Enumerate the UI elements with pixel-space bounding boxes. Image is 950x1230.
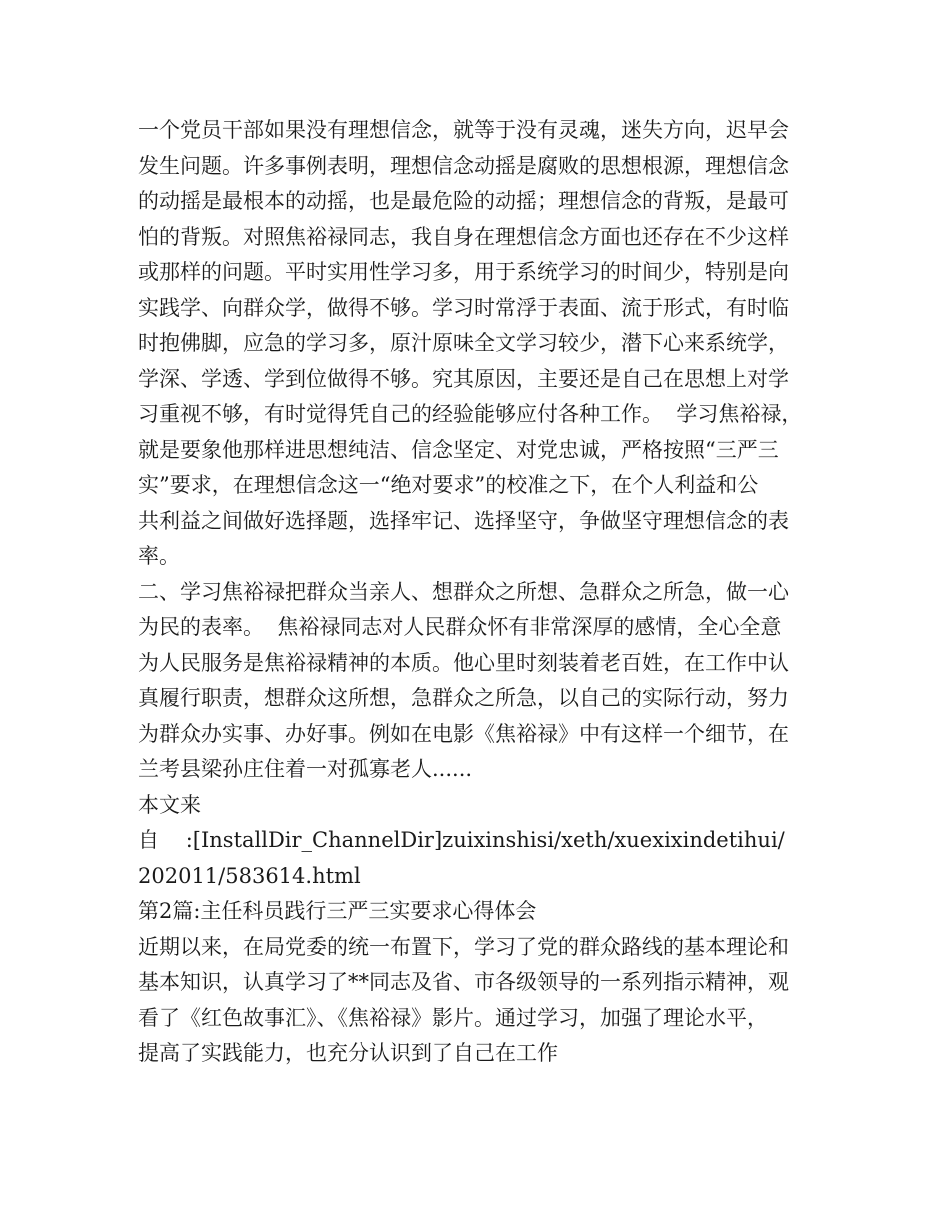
source-path-line: 自 :[InstallDir_ChannelDir]zuixinshisi/xeth/xuexixindetihui/ xyxy=(138,828,785,852)
text-line: 为民的表率。 焦裕禄同志对人民群众怀有非常深厚的感情，全心全意 xyxy=(138,615,782,639)
source-label-line: 本文来 xyxy=(138,792,201,817)
text-line: 的动摇是最根本的动摇，也是最危险的动摇；理想信念的背叛，是最可 xyxy=(138,189,789,213)
text-line: 发生问题。许多事例表明，理想信念动摇是腐败的思想根源，理想信念 xyxy=(138,153,789,178)
text-line: 率。 xyxy=(138,544,180,568)
text-line: 实”要求，在理想信念这一“绝对要求”的校准之下，在个人利益和公 xyxy=(138,473,759,497)
text-line: 为群众办实事、办好事。例如在电影《焦裕禄》中有这样一个细节，在 xyxy=(138,721,789,746)
text-line: 提高了实践能力，也充分认识到了自己在工作 xyxy=(138,1041,558,1065)
text-line: 时抱佛脚，应急的学习多，原汁原味全文学习较少，潜下心来系统学， xyxy=(138,331,789,355)
section-heading-line: 二、学习焦裕禄把群众当亲人、想群众之所想、急群众之所急，做一心 xyxy=(138,579,789,604)
text-line: 为人民服务是焦裕禄精神的本质。他心里时刻装着老百姓，在工作中认 xyxy=(138,650,789,675)
text-line: 实践学、向群众学，做得不够。学习时常浮于表面、流于形式，有时临 xyxy=(138,295,789,320)
text-line: 兰考县梁孙庄住着一对孤寡老人...... xyxy=(138,757,473,781)
text-line: 共利益之间做好选择题，选择牢记、选择坚守，争做坚守理想信念的表 xyxy=(138,508,789,533)
text-line: 一个党员干部如果没有理想信念，就等于没有灵魂，迷失方向，迟早会 xyxy=(138,118,789,142)
source-path-line: 202011/583614.html xyxy=(138,863,361,888)
text-line: 基本知识，认真学习了**同志及省、市各级领导的一系列指示精神，观 xyxy=(138,970,789,994)
text-line: 真履行职责，想群众这所想，急群众之所急，以自己的实际行动，努力 xyxy=(138,686,789,710)
article-title-line: 第2篇:主任科员践行三严三实要求心得体会 xyxy=(138,899,537,923)
text-line: 就是要象他那样进思想纯洁、信念坚定、对党忠诚，严格按照“三严三 xyxy=(138,437,779,462)
text-line: 看了《红色故事汇》、《焦裕禄》影片。通过学习，加强了理论水平， xyxy=(138,1005,768,1030)
text-line: 或那样的问题。平时实用性学习多，用于系统学习的时间少，特别是向 xyxy=(138,260,789,284)
text-line: 学深、学透、学到位做得不够。究其原因，主要还是自己在思想上对学 xyxy=(138,366,789,391)
text-line: 近期以来，在局党委的统一布置下，学习了党的群众路线的基本理论和 xyxy=(138,934,789,959)
text-line: 习重视不够，有时觉得凭自己的经验能够应付各种工作。 学习焦裕禄， xyxy=(138,402,803,426)
text-line: 怕的背叛。对照焦裕禄同志，我自身在理想信念方面也还存在不少这样 xyxy=(138,224,789,249)
document-body xyxy=(138,113,828,1072)
